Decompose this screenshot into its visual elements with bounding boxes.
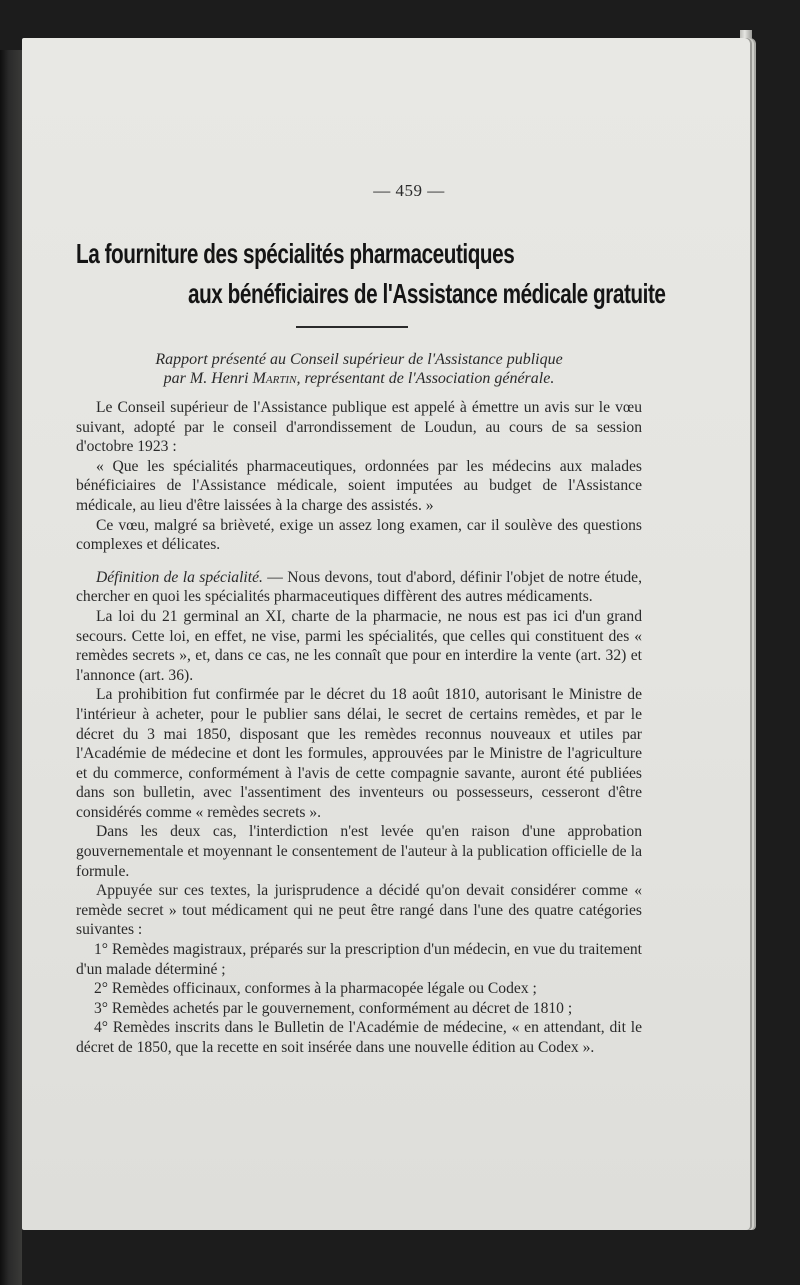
paragraph-3: Ce vœu, malgré sa brièveté, exige un assez long examen, car il soulève des questions complexes et délicates.: [76, 516, 642, 554]
paragraph-4: [76, 568, 642, 607]
author-surname: Martin: [252, 370, 297, 387]
report-line-1: Rapport présenté au Conseil supérieur de l'Assistance publique: [155, 351, 563, 368]
list-item-2: 2° Remèdes officinaux, conformes à la pharmacopée légale ou Codex ;: [94, 980, 537, 998]
paragraph-4-text: — Nous devons, tout d'abord, définir l'objet de notre étude, chercher en quoi les spécialités pharmaceutiques diffèrent des autres médicaments.: [76, 568, 642, 606]
title-rule: [296, 326, 408, 328]
report-attribution: [76, 350, 642, 388]
book-spine: [0, 50, 22, 1285]
body-text: [76, 398, 642, 1058]
paragraph-5: La loi du 21 germinal an XI, charte de la pharmacie, ne nous est pas ici d'un grand secours. Cette loi, en effet, ne vise, parmi les spécialités, que celles qui constituent des « remèdes secrets », et, dans ce cas, ne les connaît que pour en interdire la vente (art. 32) et l'annonce (art. 36).: [76, 607, 642, 684]
book-page: [22, 38, 750, 1230]
section-heading: Définition de la spécialité.: [96, 568, 263, 586]
paragraph-7: Dans les deux cas, l'interdiction n'est levée qu'en raison d'une approbation gouvernementale et moyennant le consentement de l'auteur à la publication officielle de la formule.: [76, 823, 642, 880]
list-item-1: 1° Remèdes magistraux, préparés sur la prescription d'un médecin, en vue du traitement d'un malade déterminé ;: [76, 941, 642, 978]
list-item-4: 4° Remèdes inscrits dans le Bulletin de l'Académie de médecine, « en attendant, dit le décret de 1850, que la recette en soit insérée dans une nouvelle édition au Codex ».: [76, 1019, 642, 1056]
report-line-2-suffix: , représentant de l'Association générale.: [296, 370, 555, 387]
report-line-2-prefix: par M. Henri: [163, 370, 253, 387]
title-line-2: aux bénéficiaires de l'Assistance médicale gratuite: [188, 278, 666, 309]
page-number: — 459 —: [373, 181, 445, 200]
paragraph-2: « Que les spécialités pharmaceutiques, ordonnées par les médecins aux malades bénéficiaires de l'Assistance médicale, soient imputées au budget de l'Assistance médicale, au lieu d'être laissées à la charge des assistés. »: [76, 457, 642, 514]
list-item-3: 3° Remèdes achetés par le gouvernement, conformément au décret de 1810 ;: [94, 999, 573, 1017]
paragraph-6: La prohibition fut confirmée par le décret du 18 août 1810, autorisant le Ministre de l'intérieur à acheter, pour le publier sans délai, le secret de certains remèdes, et par le décret du 3 mai 1850, disposant que les remèdes reconnus nouveaux et utiles par l'Académie de médecine et dont les formules, approuvées par le Ministre de l'agriculture et du commerce, conformément à l'avis de cette compagnie savante, auront été publiées dans son bulletin, avec l'assentiment des inventeurs ou possesseurs, cesseront d'être considérés comme « remèdes secrets ».: [76, 686, 642, 821]
paragraph-1: Le Conseil supérieur de l'Assistance publique est appelé à émettre un avis sur le vœu suivant, adopté par le conseil d'arrondissement de Loudun, au cours de sa session d'octobre 1923 :: [76, 399, 642, 456]
title-line-1: La fourniture des spécialités pharmaceutiques: [76, 238, 515, 269]
paragraph-8: Appuyée sur ces textes, la jurisprudence a décidé qu'on devait considérer comme « remède secret » tout médicament qui ne peut être rangé dans l'une des quatre catégories suivantes :: [76, 882, 642, 939]
report-line-2: [76, 369, 642, 388]
